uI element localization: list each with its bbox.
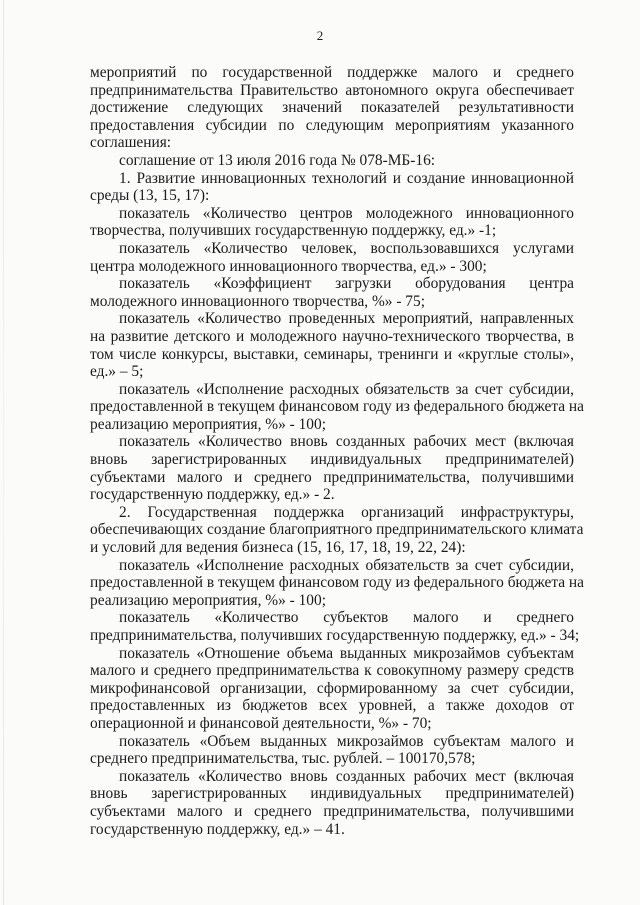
paragraph-section-1 — [90, 170, 574, 205]
text-line: предпринимательства Правительство автономного округа обеспечивает — [90, 81, 574, 99]
text-line: показатель «Количество субъектов малого и среднего — [119, 609, 574, 627]
text-line: предоставленных из бюджетов всех уровней, а также доходов от — [90, 697, 574, 715]
page-number: 2 — [316, 28, 324, 43]
text-line: среды (13, 15, 17): — [90, 187, 210, 205]
text-line: 2. Государственная поддержка организаций инфраструктуры, — [119, 503, 574, 521]
paragraph-indicator — [90, 310, 574, 380]
text-line: показатель «Отношение объема выданных микрозаймов субъектам — [119, 644, 574, 662]
text-line: субъектами малого и среднего предпринимательства, получившими — [90, 802, 574, 820]
text-line: предпринимательства, получивших государственную поддержку, ед.» - 34; — [90, 627, 580, 644]
text-line: вновь зарегистрированных индивидуальных предпринимателей) — [90, 451, 574, 469]
paragraph-indicator — [90, 768, 574, 838]
text-line: на развитие детского и молодежного научно-технического творчества, в — [90, 327, 574, 345]
text-line: показатель «Количество вновь созданных рабочих мест (включая — [119, 433, 574, 451]
text-line: показатель «Количество центров молодежного инновационного — [119, 204, 574, 222]
text-line: показатель «Количество вновь созданных рабочих мест (включая — [119, 767, 574, 785]
text-line: 1. Развитие инновационных технологий и создание инновационной — [119, 169, 574, 187]
text-line: субъектами малого и среднего предпринимательства, получившими — [90, 468, 574, 486]
scan-edge — [3, 0, 4, 905]
text-line: предоставленной в текущем финансовом году из федерального бюджета на — [90, 398, 585, 416]
text-line: молодежного инновационного творчества, %» - 75; — [90, 292, 425, 310]
text-line: ед.» – 5; — [90, 363, 144, 381]
text-line: соглашение от 13 июля 2016 года № 078-МБ-16: — [119, 151, 436, 169]
paragraph-indicator — [90, 205, 574, 240]
text-line: творчества, получивших государственную поддержку, ед.» -1; — [90, 222, 497, 240]
text-line: показатель «Коэффициент загрузки оборудования центра — [119, 275, 574, 293]
paragraph-intro — [90, 64, 574, 152]
paragraph-indicator — [90, 609, 580, 644]
text-line: и условий для ведения бизнеса (15, 16, 17, 18, 19, 22, 24): — [90, 539, 466, 557]
text-line: среднего предпринимательства, тыс. рублей. – 100170,578; — [90, 750, 476, 768]
paragraph-agreement — [90, 152, 574, 170]
text-line: показатель «Исполнение расходных обязательств за счет субсидии, — [119, 380, 574, 398]
text-line: реализацию мероприятия, %» - 100; — [90, 415, 326, 433]
text-line: показатель «Количество человек, воспользовавшихся услугами — [119, 239, 574, 257]
paragraph-indicator — [90, 733, 574, 768]
paragraph-indicator — [90, 240, 574, 275]
text-line: микрофинансовой организации, сформированному за счет субсидии, — [90, 679, 574, 697]
text-line: операционной и финансовой деятельности, %» - 70; — [90, 714, 432, 732]
paragraph-indicator — [90, 556, 585, 610]
text-line: том числе конкурсы, выставки, семинары, тренинги и «круглые столы», — [90, 345, 574, 363]
paragraph-section-2 — [90, 503, 584, 557]
paragraph-indicator — [90, 275, 574, 310]
text-line: соглашения: — [90, 134, 172, 152]
text-line: центра молодежного инновационного творчества, ед.» - 300; — [90, 257, 487, 275]
text-line: предоставленной в текущем финансовом году из федерального бюджета на — [90, 574, 585, 592]
text-line: обеспечивающих создание благоприятного предпринимательского климата — [90, 521, 584, 539]
document-body — [90, 64, 585, 838]
text-line: государственную поддержку, ед.» – 41. — [90, 820, 345, 838]
text-line: достижение следующих значений показателей результативности — [90, 99, 574, 117]
text-line: показатель «Объем выданных микрозаймов субъектам малого и — [119, 732, 574, 750]
text-line: показатель «Количество проведенных мероприятий, направленных — [119, 310, 574, 328]
text-line: реализацию мероприятия, %» - 100; — [90, 591, 326, 609]
text-line: мероприятий по государственной поддержке малого и среднего — [90, 64, 574, 81]
paragraph-indicator — [90, 433, 574, 503]
text-line: вновь зарегистрированных индивидуальных предпринимателей) — [90, 785, 574, 803]
text-line: малого и среднего предпринимательства к совокупному размеру средств — [90, 662, 574, 680]
paragraph-indicator — [90, 380, 585, 434]
paragraph-indicator — [90, 645, 574, 733]
text-line: предоставления субсидии по следующим мероприятиям указанного — [90, 116, 574, 134]
text-line: государственную поддержку, ед.» - 2. — [90, 486, 335, 504]
text-line: показатель «Исполнение расходных обязательств за счет субсидии, — [119, 556, 574, 574]
